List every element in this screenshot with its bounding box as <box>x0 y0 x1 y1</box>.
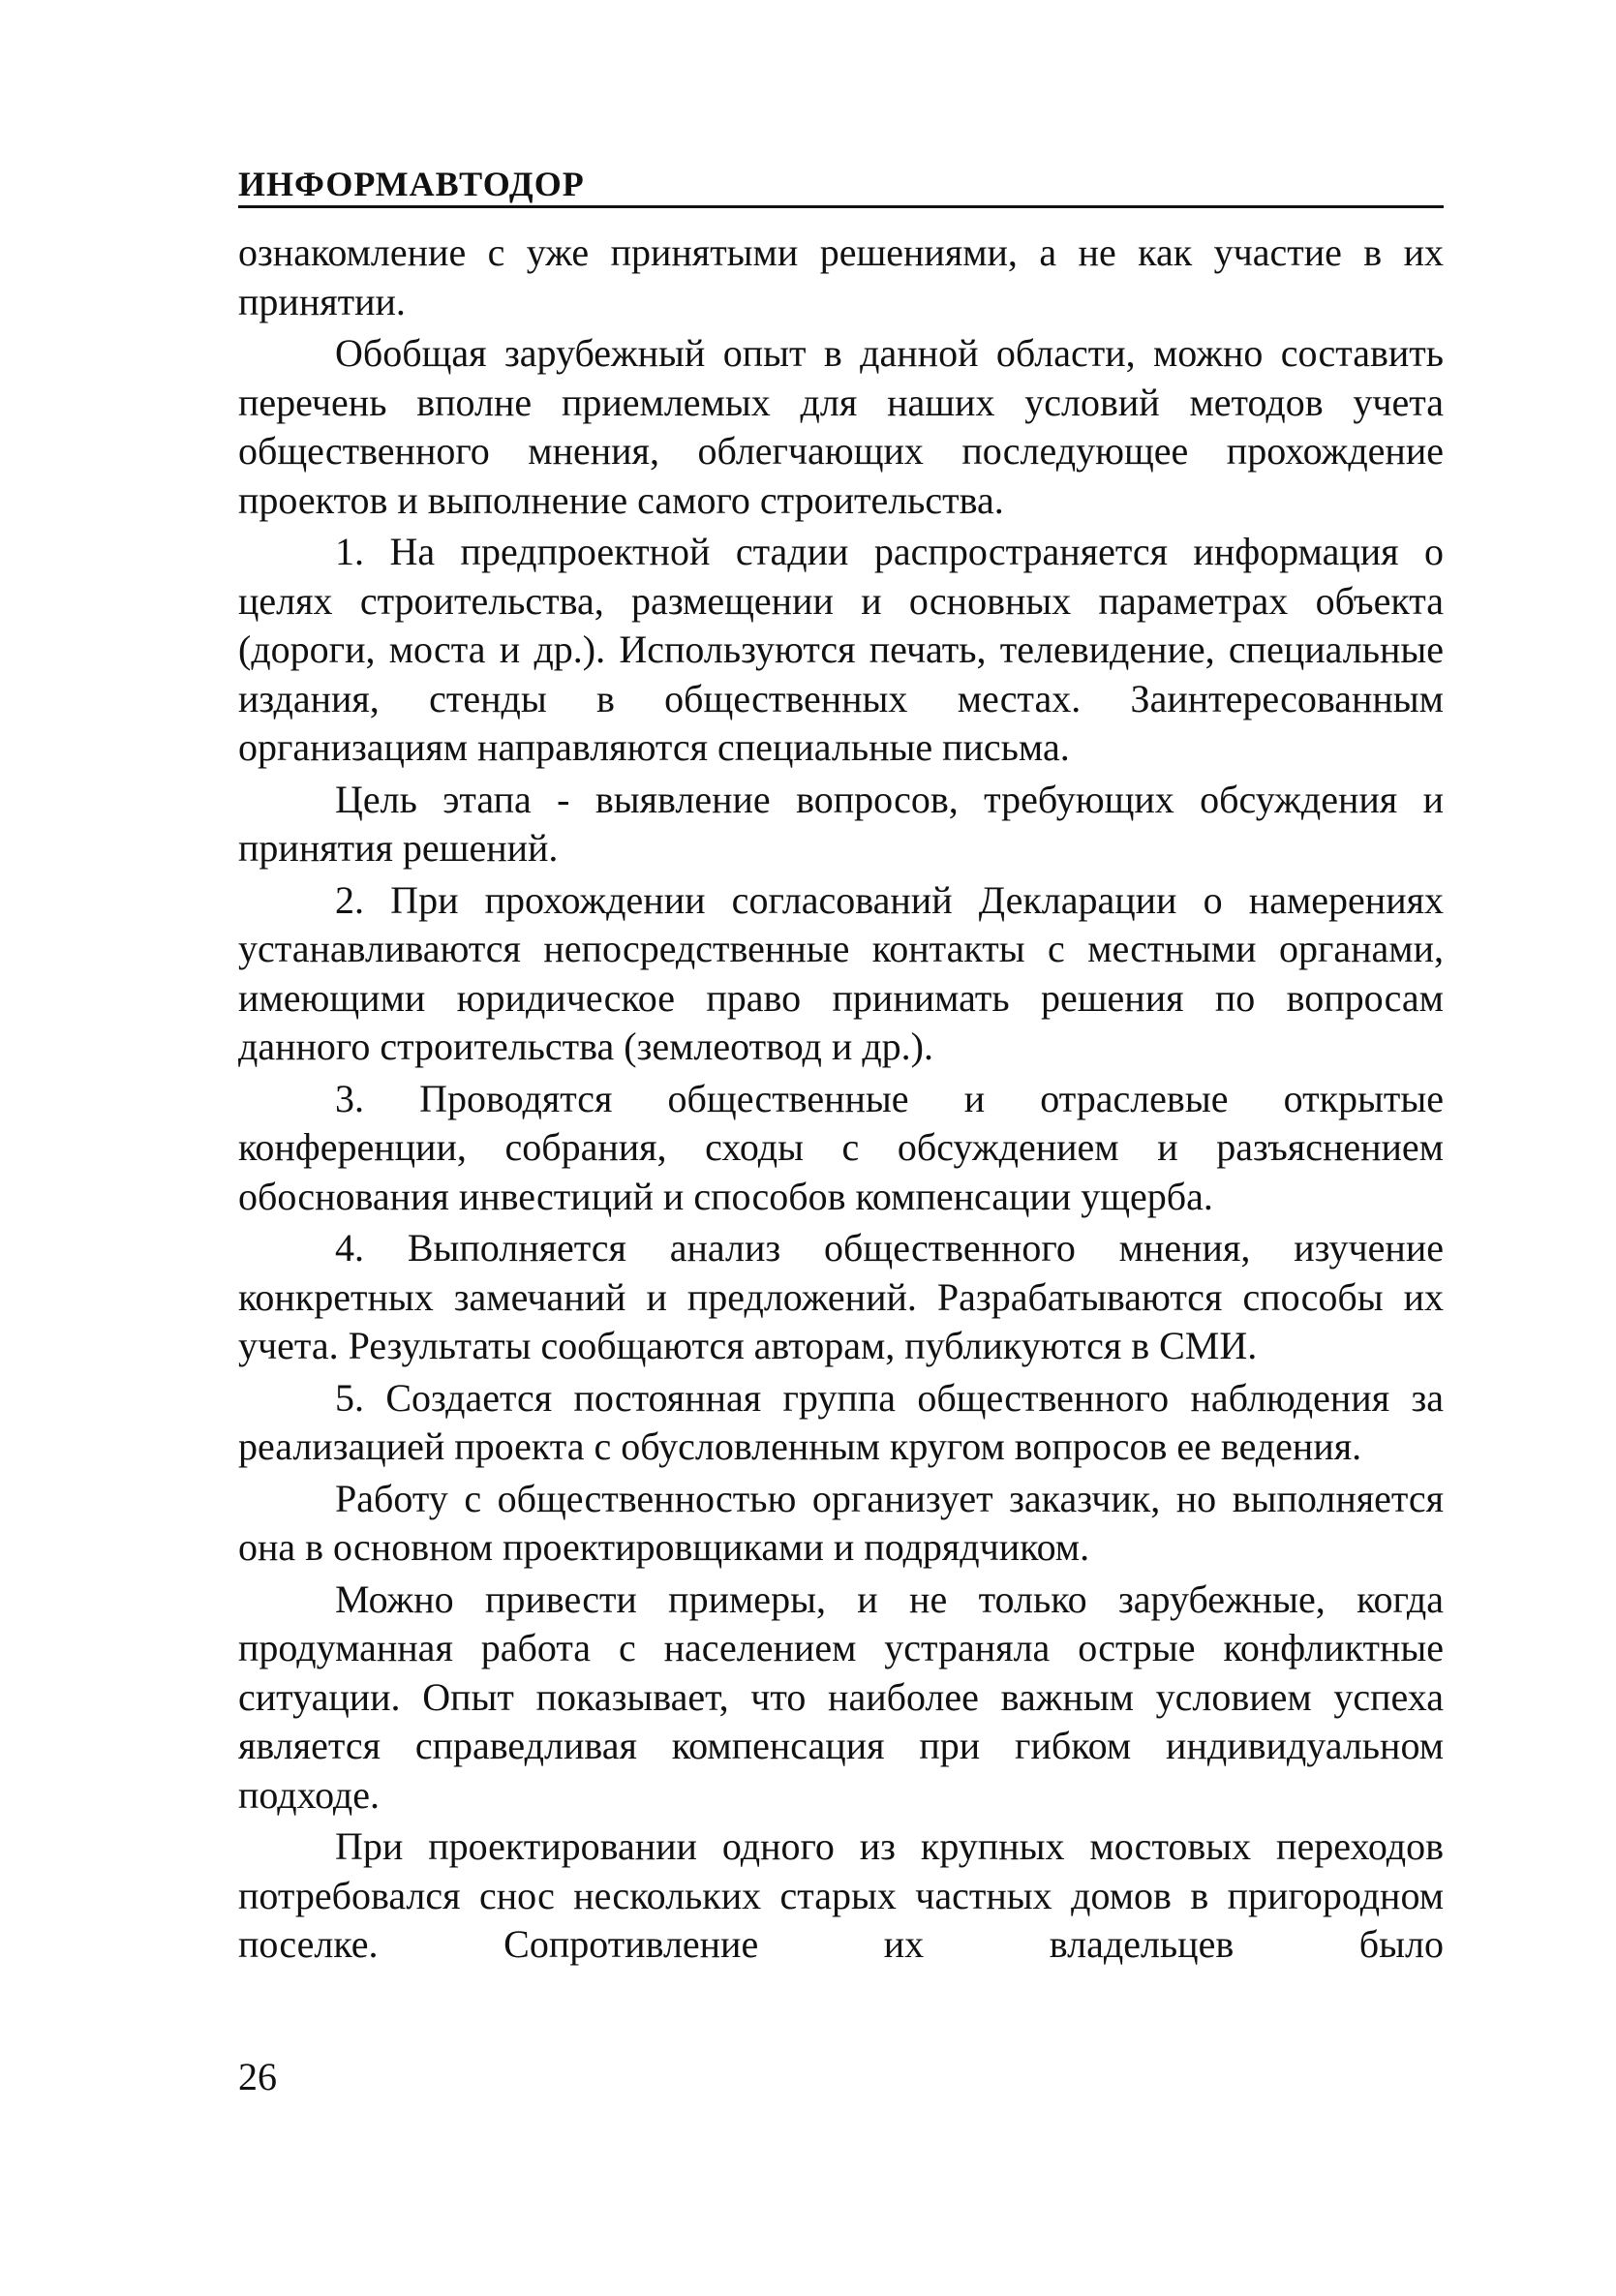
paragraph-item-4: 4. Выполняется анализ общественного мнения, изучение конкретных замечаний и предложений. Разрабатываются способы их учета. Результаты сообщаются авторам, публикуются в СМИ. <box>238 1226 1444 1367</box>
paragraph-item-5: 5. Создается постоянная группа общественного наблюдения за реализацией проекта с обусловленным кругом вопросов ее ведения. <box>238 1375 1444 1468</box>
paragraph-item-3: 3. Проводятся общественные и отраслевые открытые конференции, собрания, сходы с обсуждением и разъяснением обоснования инвестиций и способов компенсации ущерба. <box>238 1076 1444 1218</box>
body-text <box>238 229 1444 1973</box>
paragraph-examples: Можно привести примеры, и не только зарубежные, когда продуманная работа с населением устраняла острые конфликтные ситуации. Опыт показывает, что наиболее важным условием успеха является справедливая компенсация при гибком индивидуальном подходе. <box>238 1577 1444 1817</box>
paragraph-continuation: ознакомление с уже принятыми решениями, а не как участие в их принятии. <box>238 230 1444 323</box>
paragraph-bridge-example: При проектировании одного из крупных мостовых переходов потребовался снос нескольких старых частных домов в пригородном поселке. Сопротивление их владельцев было <box>238 1824 1444 1966</box>
paragraph-item-2: 2. При прохождении согласований Декларации о намерениях устанавливаются непосредственные контакты с местными органами, имеющими юридическое право принимать решения по вопросам данного строительства (землеотвод и др.). <box>238 877 1444 1068</box>
header-rule <box>238 205 1444 208</box>
header-title: ИНФОРМАВТОДОР <box>238 165 585 203</box>
page-number: 26 <box>238 2055 277 2098</box>
running-header <box>238 163 1444 205</box>
paragraph-stage-goal: Цель этапа - выявление вопросов, требующих обсуждения и принятия решений. <box>238 777 1444 870</box>
paragraph-customer: Работу с общественностью организует заказчик, но выполняется она в основном проектировщиками и подрядчиком. <box>238 1476 1444 1569</box>
paragraph-item-1: 1. На предпроектной стадии распространяется информация о целях строительства, размещении и основных параметрах объекта (дороги, моста и др.). Используются печать, телевидение, специальные издания, стенды в общественных местах. Заинтересованным организациям направляются специальные письма. <box>238 530 1444 769</box>
paragraph-summary: Обобщая зарубежный опыт в данной области, можно составить перечень вполне приемлемых для наших условий методов учета общественного мнения, облегчающих последующее прохождение проектов и выполнение самого строительства. <box>238 331 1444 522</box>
